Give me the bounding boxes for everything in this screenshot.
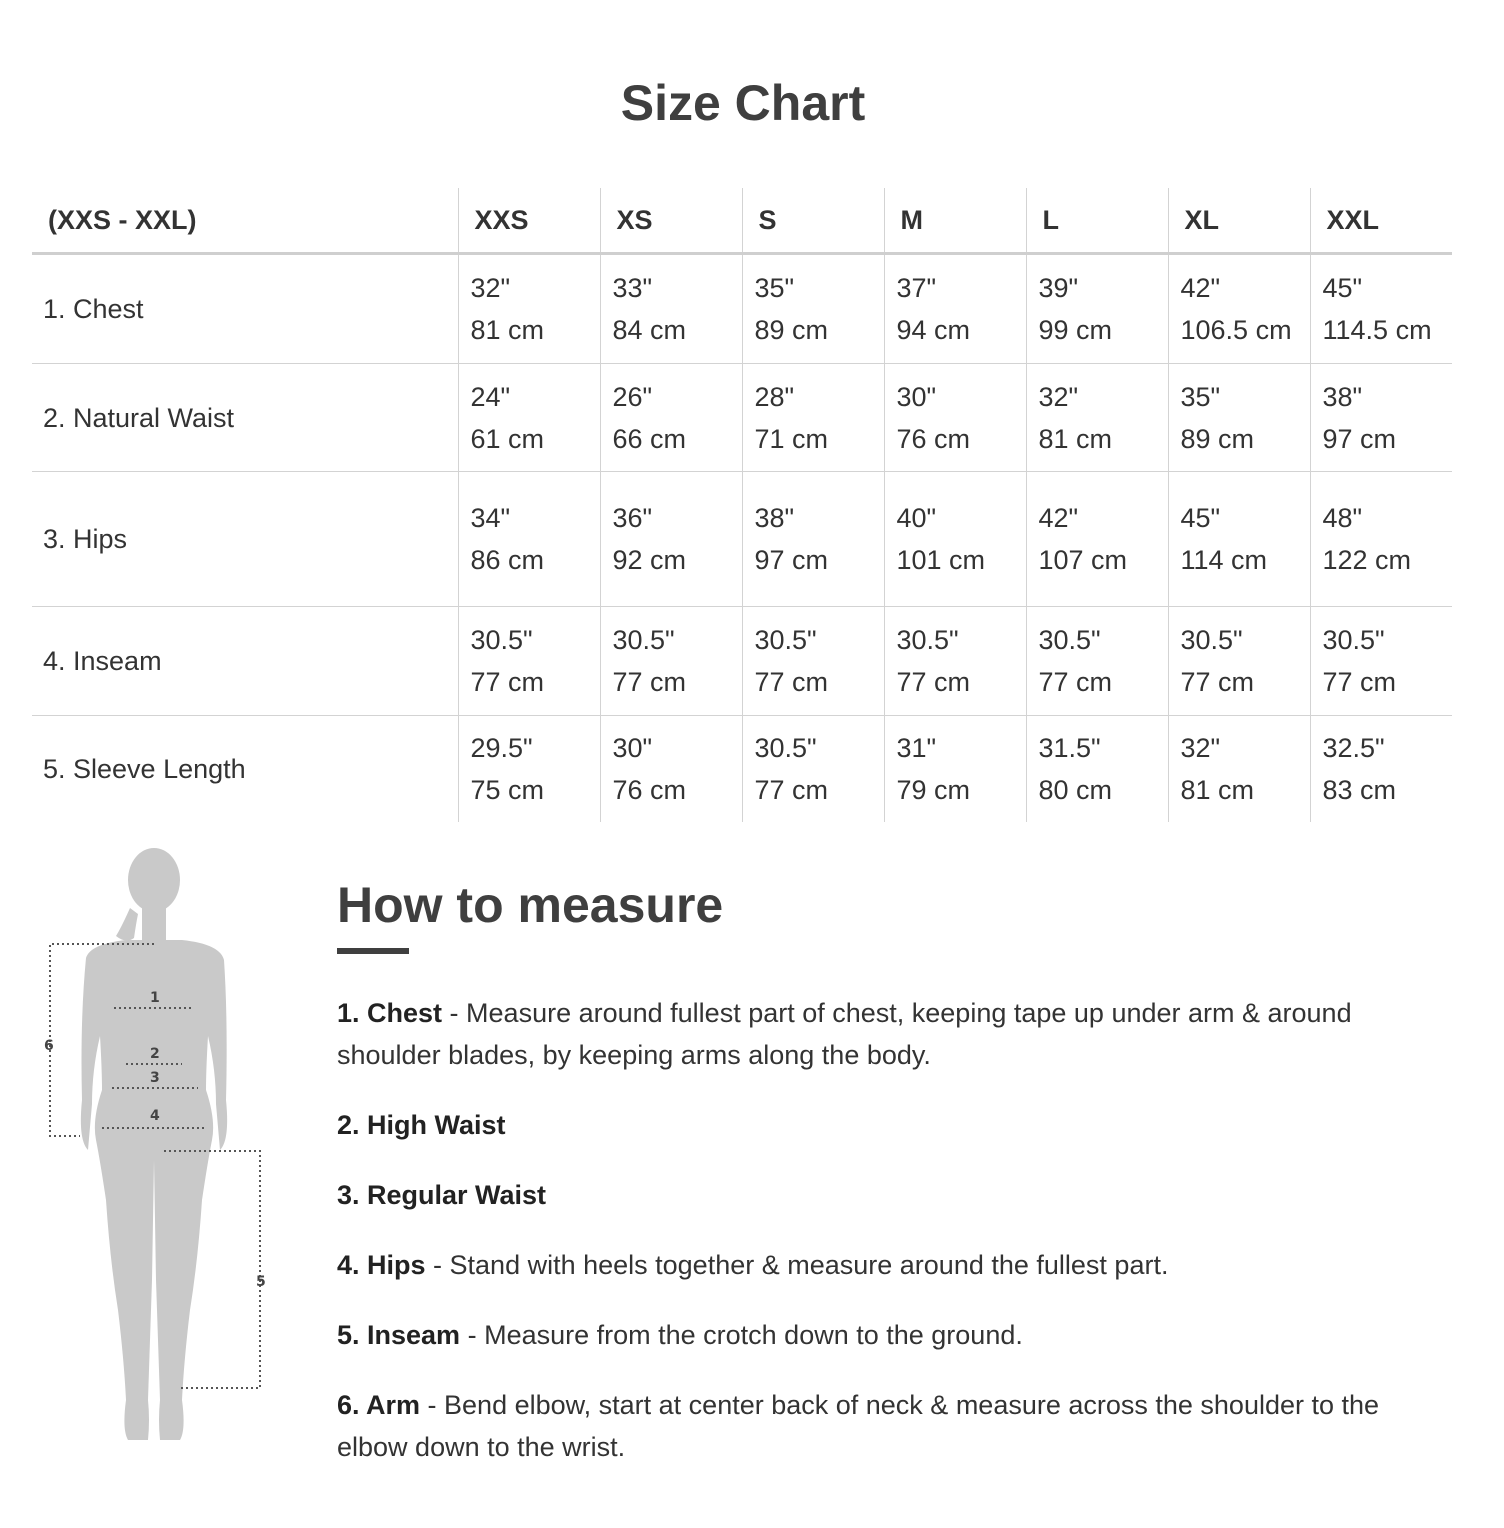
size-cell-s [742, 716, 884, 823]
value-cm: 75 cm [470, 775, 545, 805]
size-cell-xxs [458, 254, 600, 364]
size-cell-xxl [1310, 254, 1452, 364]
size-header-s: S [742, 188, 884, 254]
measurement-label: 1. Chest [32, 254, 458, 364]
measurement-label: 3. Hips [32, 472, 458, 607]
size-cell-xxl [1310, 607, 1452, 716]
value-inches: 30.5" [612, 625, 675, 655]
size-cell-xl [1168, 254, 1310, 364]
size-cell-s [742, 364, 884, 472]
size-cell-xxl [1310, 472, 1452, 607]
size-cell-s [742, 607, 884, 716]
size-row [32, 607, 1452, 716]
value-cm: 76 cm [896, 423, 971, 454]
value-inches: 45" [1322, 273, 1363, 303]
value-cm: 97 cm [754, 545, 829, 575]
value-inches: 37" [896, 273, 937, 303]
size-cell-xs [600, 716, 742, 823]
value-cm: 86 cm [470, 545, 545, 575]
value-cm: 81 cm [1038, 423, 1113, 454]
measure-item [337, 1104, 1457, 1146]
size-row [32, 716, 1452, 823]
value-cm: 122 cm [1322, 545, 1412, 575]
value-cm: 84 cm [612, 315, 687, 345]
value-inches: 30.5" [754, 733, 817, 763]
size-row [32, 254, 1452, 364]
size-cell-xs [600, 472, 742, 607]
value-inches: 29.5" [470, 733, 533, 763]
size-row [32, 364, 1452, 472]
value-cm: 83 cm [1322, 775, 1397, 805]
value-cm: 97 cm [1322, 423, 1397, 454]
size-header-row [32, 188, 1452, 254]
measure-item [337, 1314, 1457, 1356]
value-inches: 35" [1180, 381, 1221, 412]
size-cell-xxs [458, 364, 600, 472]
size-cell-l [1026, 364, 1168, 472]
how-to-measure-heading: How to measure [337, 877, 724, 933]
value-cm: 92 cm [612, 545, 687, 575]
measure-term: 4. Hips [337, 1250, 426, 1280]
value-inches: 35" [754, 273, 795, 303]
value-inches: 39" [1038, 273, 1079, 303]
size-cell-xxs [458, 472, 600, 607]
measure-item [337, 1384, 1457, 1468]
size-header-xxl: XXL [1310, 188, 1452, 254]
measure-term: 5. Inseam [337, 1320, 461, 1350]
value-cm: 114 cm [1180, 545, 1268, 575]
marker-5: 5 [256, 1274, 266, 1290]
size-cell-m [884, 716, 1026, 823]
heading-underline [337, 948, 409, 954]
value-inches: 32" [1180, 733, 1221, 763]
value-inches: 48" [1322, 503, 1363, 533]
value-cm: 89 cm [1180, 423, 1255, 454]
value-inches: 45" [1180, 503, 1221, 533]
marker-4: 4 [150, 1108, 160, 1124]
value-inches: 42" [1038, 503, 1079, 533]
value-cm: 81 cm [470, 315, 545, 345]
value-cm: 106.5 cm [1180, 315, 1292, 345]
value-cm: 94 cm [896, 315, 971, 345]
size-cell-xl [1168, 716, 1310, 823]
size-header-xxs: XXS [458, 188, 600, 254]
size-table [32, 188, 1452, 822]
value-inches: 30.5" [896, 625, 959, 655]
value-inches: 26" [612, 381, 653, 412]
value-inches: 32" [470, 273, 511, 303]
value-cm: 76 cm [612, 775, 687, 805]
size-cell-l [1026, 472, 1168, 607]
value-cm: 77 cm [1322, 667, 1397, 697]
value-cm: 77 cm [754, 667, 829, 697]
size-header-xs: XS [600, 188, 742, 254]
measure-description: - Measure around fullest part of chest, keeping tape up under arm & around shoulder blades, by keeping arms along the body. [337, 998, 1352, 1070]
marker-1: 1 [150, 990, 160, 1006]
value-cm: 114.5 cm [1322, 315, 1432, 345]
size-cell-xs [600, 364, 742, 472]
size-cell-xxl [1310, 364, 1452, 472]
marker-2: 2 [150, 1046, 160, 1062]
size-header-l: L [1026, 188, 1168, 254]
size-cell-xs [600, 254, 742, 364]
size-row [32, 472, 1452, 607]
marker-3: 3 [150, 1070, 160, 1086]
value-cm: 77 cm [896, 667, 971, 697]
value-inches: 31" [896, 733, 937, 763]
measure-item [337, 992, 1457, 1076]
how-to-measure-section [337, 870, 1457, 1496]
size-cell-m [884, 364, 1026, 472]
size-cell-s [742, 254, 884, 364]
size-cell-xl [1168, 364, 1310, 472]
value-inches: 30.5" [470, 625, 533, 655]
size-cell-xxs [458, 607, 600, 716]
value-cm: 79 cm [896, 775, 971, 805]
value-cm: 77 cm [470, 667, 545, 697]
silhouette [81, 848, 227, 1440]
size-cell-l [1026, 716, 1168, 823]
size-cell-xl [1168, 607, 1310, 716]
value-inches: 38" [1322, 381, 1363, 412]
value-cm: 66 cm [612, 423, 687, 454]
value-inches: 30" [896, 381, 937, 412]
size-header-m: M [884, 188, 1026, 254]
body-measurement-figure [30, 840, 280, 1460]
value-inches: 30" [612, 733, 653, 763]
value-cm: 81 cm [1180, 775, 1255, 805]
value-inches: 28" [754, 381, 795, 412]
size-cell-xs [600, 607, 742, 716]
value-inches: 34" [470, 503, 511, 533]
measure-instructions [337, 992, 1457, 1468]
size-cell-l [1026, 607, 1168, 716]
value-inches: 30.5" [754, 625, 817, 655]
value-inches: 32" [1038, 381, 1079, 412]
value-inches: 42" [1180, 273, 1221, 303]
measure-description: - Bend elbow, start at center back of neck & measure across the shoulder to the elbow down to the wrist. [337, 1390, 1380, 1462]
value-inches: 24" [470, 381, 511, 412]
value-cm: 71 cm [754, 423, 829, 454]
value-inches: 33" [612, 273, 653, 303]
size-cell-m [884, 607, 1026, 716]
size-cell-l [1026, 254, 1168, 364]
value-cm: 77 cm [1180, 667, 1255, 697]
measurement-label: 5. Sleeve Length [43, 754, 246, 784]
measure-term: 2. High Waist [337, 1110, 506, 1140]
value-cm: 77 cm [612, 667, 687, 697]
value-cm: 77 cm [1038, 667, 1113, 697]
size-cell-xxl [1310, 716, 1452, 823]
measure-term: 3. Regular Waist [337, 1180, 547, 1210]
value-cm: 80 cm [1038, 775, 1113, 805]
measure-item [337, 1244, 1457, 1286]
value-cm: 77 cm [754, 775, 829, 805]
value-cm: 107 cm [1038, 545, 1128, 575]
measure-term: 6. Arm [337, 1390, 421, 1420]
value-cm: 61 cm [470, 423, 545, 454]
value-inches: 30.5" [1038, 625, 1101, 655]
value-inches: 30.5" [1322, 625, 1385, 655]
value-cm: 89 cm [754, 315, 829, 345]
size-cell-xl [1168, 472, 1310, 607]
value-inches: 38" [754, 503, 795, 533]
value-inches: 31.5" [1038, 733, 1101, 763]
size-header-xl: XL [1168, 188, 1310, 254]
size-table-body [32, 254, 1452, 823]
value-cm: 99 cm [1038, 315, 1113, 345]
size-cell-xxs [458, 716, 600, 823]
value-inches: 32.5" [1322, 733, 1385, 763]
marker-6: 6 [44, 1038, 54, 1054]
value-inches: 30.5" [1180, 625, 1243, 655]
value-cm: 101 cm [896, 545, 986, 575]
measurement-label: 4. Inseam [32, 607, 458, 716]
value-inches: 36" [612, 503, 653, 533]
size-cell-m [884, 472, 1026, 607]
measure-term: 1. Chest [337, 998, 443, 1028]
measure-description: - Measure from the crotch down to the ground. [460, 1320, 1023, 1350]
size-cell-m [884, 254, 1026, 364]
measure-item [337, 1174, 1457, 1216]
measure-description: - Stand with heels together & measure around the fullest part. [425, 1250, 1169, 1280]
measurement-label: 2. Natural Waist [32, 364, 458, 472]
value-inches: 40" [896, 503, 937, 533]
size-cell-s [742, 472, 884, 607]
page-title: Size Chart [620, 75, 866, 131]
size-range-label: (XXS - XXL) [32, 188, 458, 254]
